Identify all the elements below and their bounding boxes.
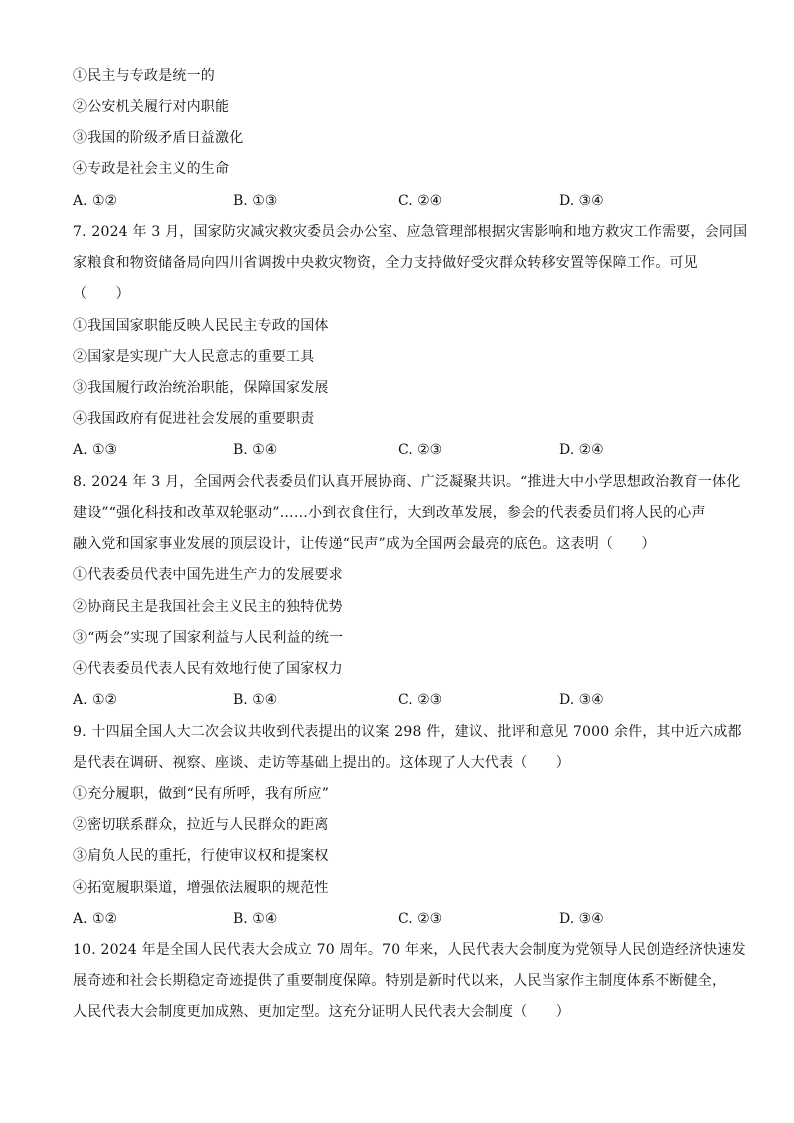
q9-option-3: ③肩负人民的重托，行使审议权和提案权 [73, 848, 329, 864]
q9-option-2: ②密切联系群众，拉近与人民群众的距离 [73, 817, 329, 833]
q7-choice-a[interactable]: A. ①③ [73, 442, 118, 458]
q10-stem-line-1: 10. 2024 年是全国人民代表大会成立 70 周年。70 年来，人民代表大会制度为党领导人民创造经济快速发 [73, 942, 746, 958]
q10-stem-line-3: 人民代表大会制度更加成熟、更加定型。这充分证明人民代表大会制度（ ） [73, 1004, 570, 1020]
q10-stem-line-2: 展奇迹和社会长期稳定奇迹提供了重要制度保障。特别是新时代以来，人民当家作主制度体系不断健全， [73, 973, 727, 989]
q8-choice-d[interactable]: D. ③④ [559, 692, 604, 708]
q7-stem-line-3: （ ） [73, 286, 130, 302]
q7-option-4: ④我国政府有促进社会发展的重要职责 [73, 411, 315, 427]
q6-option-4: ④专政是社会主义的生命 [73, 161, 230, 177]
q6-choice-a[interactable]: A. ①② [73, 193, 118, 209]
q6-choice-d[interactable]: D. ③④ [559, 193, 604, 209]
q7-stem-line-1: 7. 2024 年 3 月，国家防灾减灾救灾委员会办公室、应急管理部根据灾害影响和地方救灾工作需要，会同国 [73, 224, 748, 240]
q8-stem-line-1: 8. 2024 年 3 月，全国两会代表委员们认真开展协商、广泛凝聚共识。“推进大中小学思想政治教育一体化 [73, 474, 741, 490]
q7-choices [73, 440, 723, 460]
q8-choices [73, 690, 723, 710]
q6-option-3: ③我国的阶级矛盾日益激化 [73, 130, 244, 146]
q7-choice-b[interactable]: B. ①④ [233, 442, 278, 458]
q8-choice-c[interactable]: C. ②③ [398, 692, 443, 708]
q8-stem-line-2: 建设”“强化科技和改革双轮驱动”……小到衣食住行，大到改革发展，参会的代表委员们将人民的心声 [73, 505, 706, 521]
q6-choice-c[interactable]: C. ②④ [398, 193, 443, 209]
q8-option-1: ①代表委员代表中国先进生产力的发展要求 [73, 567, 343, 583]
q7-option-1: ①我国国家职能反映人民民主专政的国体 [73, 318, 329, 334]
q9-choices [73, 909, 723, 929]
q6-option-2: ②公安机关履行对内职能 [73, 99, 230, 115]
q9-stem-line-1: 9. 十四届全国人大二次会议共收到代表提出的议案 298 件，建议、批评和意见 7000 余件，其中近六成都 [73, 724, 742, 740]
q6-option-1: ①民主与专政是统一的 [73, 68, 215, 84]
q9-option-1: ①充分履职，做到“民有所呼，我有所应” [73, 786, 330, 802]
q8-option-3: ③“两会”实现了国家利益与人民利益的统一 [73, 630, 344, 646]
q8-option-4: ④代表委员代表人民有效地行使了国家权力 [73, 661, 343, 677]
q9-choice-d[interactable]: D. ③④ [559, 911, 604, 927]
q9-choice-b[interactable]: B. ①④ [233, 911, 278, 927]
q7-choice-d[interactable]: D. ②④ [559, 442, 604, 458]
q9-option-4: ④拓宽履职渠道，增强依法履职的规范性 [73, 880, 329, 896]
q7-choice-c[interactable]: C. ②③ [398, 442, 443, 458]
q7-option-2: ②国家是实现广大人民意志的重要工具 [73, 349, 315, 365]
q7-option-3: ③我国履行政治统治职能，保障国家发展 [73, 380, 329, 396]
q9-choice-a[interactable]: A. ①② [73, 911, 118, 927]
q8-option-2: ②协商民主是我国社会主义民主的独特优势 [73, 599, 343, 615]
q6-choices [73, 191, 723, 211]
q7-stem-line-2: 家粮食和物资储备局向四川省调拨中央救灾物资，全力支持做好受灾群众转移安置等保障工作。可见 [73, 255, 698, 271]
q8-stem-line-3: 融入党和国家事业发展的顶层设计，让传递“民声”成为全国两会最亮的底色。这表明（ ） [73, 536, 656, 552]
q8-choice-b[interactable]: B. ①④ [233, 692, 278, 708]
q8-choice-a[interactable]: A. ①② [73, 692, 118, 708]
q9-choice-c[interactable]: C. ②③ [398, 911, 443, 927]
q9-stem-line-2: 是代表在调研、视察、座谈、走访等基础上提出的。这体现了人大代表（ ） [73, 755, 570, 771]
q6-choice-b[interactable]: B. ①③ [233, 193, 278, 209]
